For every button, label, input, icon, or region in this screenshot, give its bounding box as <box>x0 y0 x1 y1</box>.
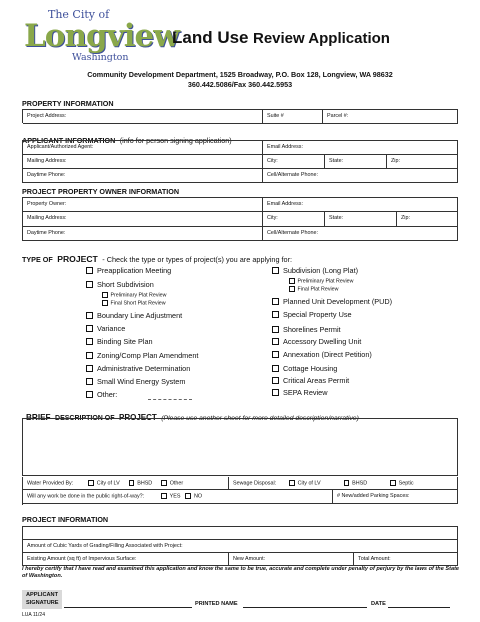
signature-label-line2: SIGNATURE <box>26 600 59 606</box>
checkbox-admin[interactable] <box>86 365 93 372</box>
label-binding-site: Binding Site Plan <box>97 337 153 346</box>
owner-state-field[interactable]: State: <box>325 212 397 227</box>
checkbox-sewage-septic[interactable] <box>390 480 396 486</box>
existing-impervious-field[interactable]: Existing Amount (sq ft) of Impervious Surface: <box>23 553 229 566</box>
logo-bottom-text: Washington <box>72 52 129 63</box>
water-row <box>23 477 229 490</box>
label-shorelines: Shorelines Permit <box>283 325 341 334</box>
label-other: Other: <box>97 390 118 399</box>
applicant-signature-label <box>22 590 62 609</box>
form-number: LUA 11/24 <box>22 612 45 618</box>
owner-cell-field[interactable]: Cell/Alternate Phone: <box>263 227 458 241</box>
option-cottage[interactable] <box>272 364 337 373</box>
project-description-box[interactable] <box>22 418 458 476</box>
option-zoning[interactable] <box>86 351 198 360</box>
label-subdivision: Subdivision (Long Plat) <box>283 266 359 275</box>
title-rest: Review Application <box>252 30 390 47</box>
option-short-subdivision[interactable] <box>86 280 154 289</box>
checkbox-long-prelim-plat[interactable] <box>289 278 295 284</box>
checkbox-special-use[interactable] <box>272 311 279 318</box>
label-sepa: SEPA Review <box>283 388 328 397</box>
label-sewage-septic: Septic <box>398 480 414 487</box>
total-impervious-field[interactable]: Total Amount: <box>354 553 458 566</box>
label-annexation: Annexation (Direct Petition) <box>283 350 372 359</box>
logo-top-text: The City of <box>48 8 110 21</box>
label-critical-areas: Critical Areas Permit <box>283 376 350 385</box>
owner-city-field[interactable]: City: <box>263 212 325 227</box>
label-short-subdivision: Short Subdivision <box>97 280 154 289</box>
label-row-yes: YES <box>169 493 181 500</box>
logo-main-text: Longview <box>24 18 179 54</box>
option-critical-areas[interactable] <box>272 376 349 385</box>
brief-heading-b: DESCRIPTION OF <box>55 415 115 422</box>
checkbox-row-yes[interactable] <box>161 493 167 499</box>
project-type-heading-c: - Check the type or types of project(s) you are applying for: <box>102 255 293 264</box>
label-short-prelim-plat: Preliminary Plat Review <box>110 292 167 299</box>
label-zoning: Zoning/Comp Plan Amendment <box>97 351 199 360</box>
project-type-heading-a: TYPE OF <box>22 255 53 264</box>
owner-info-heading: PROJECT PROPERTY OWNER INFORMATION <box>22 187 180 196</box>
brief-heading-c: PROJECT <box>118 413 157 422</box>
owner-zip-field[interactable]: Zip: <box>397 212 458 227</box>
department-address: Community Development Department, 1525 Broadway, P.O. Box 128, Longview, WA 98632 <box>87 70 393 79</box>
applicant-city-field[interactable]: City: <box>263 155 325 169</box>
option-long-prelim-plat[interactable] <box>289 278 353 285</box>
label-final-short-plat: Final Short Plat Review <box>110 300 166 307</box>
project-address-field[interactable]: Project Address: <box>23 110 263 124</box>
checkbox-short-prelim-plat[interactable] <box>102 292 108 298</box>
owner-daytime-field[interactable]: Daytime Phone: <box>23 227 263 241</box>
option-admin[interactable] <box>86 364 190 373</box>
project-info-blank-row <box>23 527 458 540</box>
applicant-heading-note: (info for person signing application) <box>119 136 232 145</box>
label-cottage: Cottage Housing <box>283 364 338 373</box>
option-variance[interactable] <box>86 324 125 333</box>
sewage-row <box>229 477 458 490</box>
project-type-heading-b: PROJECT <box>57 254 98 264</box>
option-short-prelim-plat[interactable] <box>102 292 166 299</box>
applicant-email-field[interactable]: Email Address: <box>263 141 458 155</box>
applicant-heading-text: APPLICANT INFORMATION <box>22 136 116 145</box>
checkbox-zoning[interactable] <box>86 352 93 359</box>
suite-field[interactable]: Suite # <box>263 110 323 124</box>
other-input-line[interactable] <box>148 399 192 400</box>
option-subdivision[interactable] <box>272 266 358 275</box>
checkbox-annexation[interactable] <box>272 351 279 358</box>
checkbox-water-city[interactable] <box>88 480 94 486</box>
applicant-info-table <box>22 140 458 183</box>
applicant-zip-field[interactable]: Zip: <box>387 155 458 169</box>
new-impervious-field[interactable]: New Amount: <box>229 553 354 566</box>
department-phone: 360.442.5086/Fax 360.442.5953 <box>187 80 293 89</box>
right-of-way-question: Will any work be done in the public right-of-way?: <box>27 493 145 500</box>
option-pud[interactable] <box>272 297 392 306</box>
signature-line[interactable] <box>64 607 192 608</box>
label-sewage-bhsd: BHSD <box>352 480 368 487</box>
checkbox-water-other[interactable] <box>161 480 167 486</box>
project-info-heading: PROJECT INFORMATION <box>22 515 109 524</box>
checkbox-pud[interactable] <box>272 298 279 305</box>
option-preapplication[interactable] <box>86 266 171 275</box>
checkbox-subdivision[interactable] <box>272 267 279 274</box>
label-adu: Accessory Dwelling Unit <box>283 337 362 346</box>
grading-field[interactable]: Amount of Cubic Yards of Grading/Filling Associated with Project: <box>23 540 458 553</box>
option-other[interactable] <box>86 390 117 399</box>
checkbox-other[interactable] <box>86 391 93 398</box>
brief-heading-note: (Please use another sheet for more detailed description/narrative) <box>161 415 359 422</box>
checkbox-sewage-city[interactable] <box>289 480 295 486</box>
option-adu[interactable] <box>272 337 361 346</box>
water-label: Water Provided By: <box>27 480 74 487</box>
owner-info-table <box>22 197 458 241</box>
label-sewage-city: City of LV <box>297 480 321 487</box>
checkbox-water-bhsd[interactable] <box>129 480 135 486</box>
applicant-daytime-field[interactable]: Daytime Phone: <box>23 169 263 183</box>
label-variance: Variance <box>97 324 126 333</box>
printed-name-label: PRINTED NAME <box>195 601 238 607</box>
checkbox-preapplication[interactable] <box>86 267 93 274</box>
checkbox-critical-areas[interactable] <box>272 377 279 384</box>
utilities-table <box>22 477 458 505</box>
owner-field[interactable]: Property Owner: <box>23 198 263 212</box>
label-pud: Planned Unit Development (PUD) <box>283 297 393 306</box>
page-title <box>172 28 390 48</box>
checkbox-final-plat[interactable] <box>289 286 295 292</box>
checkbox-variance[interactable] <box>86 325 93 332</box>
checkbox-boundary[interactable] <box>86 312 93 319</box>
applicant-state-field[interactable]: State: <box>325 155 387 169</box>
city-logo <box>22 8 179 66</box>
option-boundary[interactable] <box>86 311 182 320</box>
option-shorelines[interactable] <box>272 325 341 334</box>
title-main: Land Use <box>172 28 249 47</box>
option-final-short-plat[interactable] <box>102 300 166 307</box>
property-info-table <box>22 109 458 123</box>
label-preapplication: Preapplication Meeting <box>97 266 172 275</box>
option-sepa[interactable] <box>272 388 327 397</box>
certification-text: I hereby certify that I have read and examined this application and know the same to be true, accurate and complete under penalty of perjury by the laws of the State of Washington. <box>22 566 460 579</box>
label-special-use: Special Property Use <box>283 310 352 319</box>
agent-field[interactable]: Applicant/Authorized Agent: <box>23 141 263 155</box>
label-row-no: NO <box>193 493 203 500</box>
printed-name-line[interactable] <box>243 607 367 608</box>
owner-email-field[interactable]: Email Address: <box>263 198 458 212</box>
checkbox-binding-site[interactable] <box>86 338 93 345</box>
owner-mailing-field[interactable]: Mailing Address: <box>23 212 263 227</box>
label-water-city: City of LV <box>96 480 120 487</box>
option-binding-site[interactable] <box>86 337 153 346</box>
label-wind: Small Wind Energy System <box>97 377 186 386</box>
checkbox-adu[interactable] <box>272 338 279 345</box>
parcel-field[interactable]: Parcel #: <box>323 110 458 124</box>
label-boundary: Boundary Line Adjustment <box>97 311 183 320</box>
right-of-way-row <box>23 490 333 504</box>
checkbox-final-short-plat[interactable] <box>102 300 108 306</box>
option-wind[interactable] <box>86 377 185 386</box>
applicant-cell-field[interactable]: Cell/Alternate Phone: <box>263 169 458 183</box>
checkbox-row-no[interactable] <box>185 493 191 499</box>
label-water-bhsd: BHSD <box>137 480 153 487</box>
label-long-prelim-plat: Preliminary Plat Review <box>297 278 354 285</box>
sewage-label: Sewage Disposal: <box>233 480 277 487</box>
brief-heading-a: BRIEF <box>26 413 51 422</box>
parking-field[interactable]: # New/added Parking Spaces: <box>333 490 458 504</box>
checkbox-sewage-bhsd[interactable] <box>344 480 350 486</box>
applicant-mailing-field[interactable]: Mailing Address: <box>23 155 263 169</box>
label-water-other: Other <box>169 480 184 487</box>
checkbox-short-subdivision[interactable] <box>86 281 93 288</box>
option-special-use[interactable] <box>272 310 352 319</box>
label-final-plat: Final Plat Review <box>297 286 339 293</box>
project-info-table <box>22 526 458 566</box>
checkbox-wind[interactable] <box>86 378 93 385</box>
signature-label-line1: APPLICANT <box>26 592 59 598</box>
property-info-heading: PROPERTY INFORMATION <box>22 99 114 108</box>
checkbox-shorelines[interactable] <box>272 326 279 333</box>
checkbox-cottage[interactable] <box>272 365 279 372</box>
project-type-heading <box>22 249 292 267</box>
option-annexation[interactable] <box>272 350 372 359</box>
checkbox-sepa[interactable] <box>272 389 279 396</box>
option-final-plat[interactable] <box>289 286 338 293</box>
label-admin: Administrative Determination <box>97 364 191 373</box>
date-label: DATE <box>371 601 386 607</box>
date-line[interactable] <box>388 607 450 608</box>
